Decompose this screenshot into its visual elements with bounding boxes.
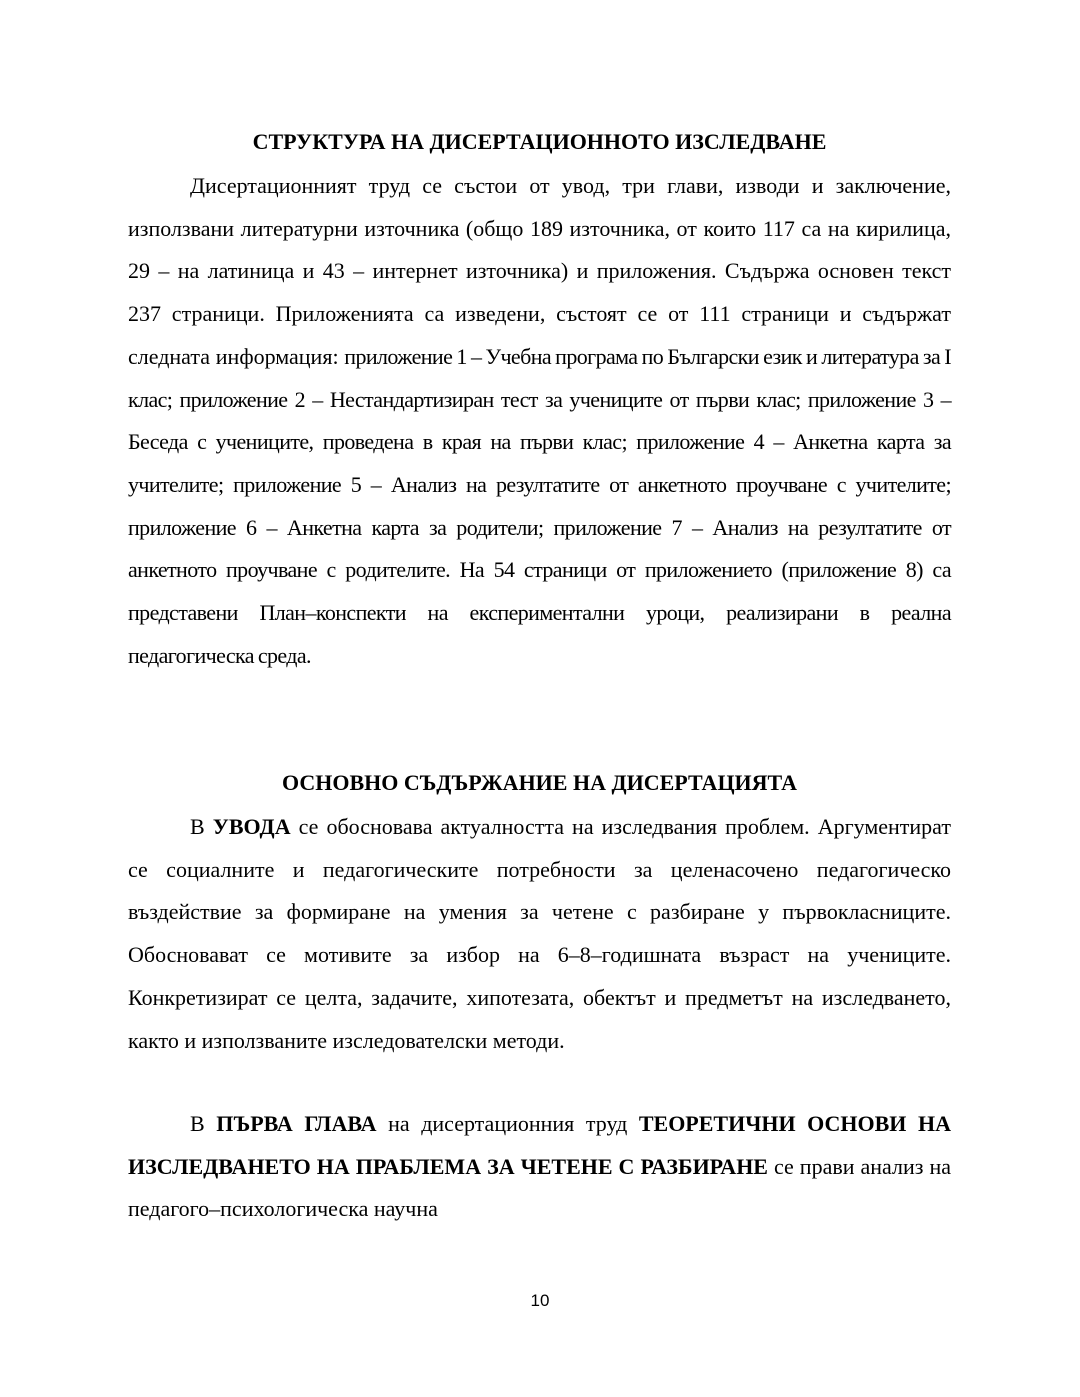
- intro-prefix: В: [190, 814, 213, 839]
- page-number: 10: [530, 1291, 550, 1310]
- structure-paragraph: [128, 165, 951, 677]
- section-heading-structure: СТРУКТУРА НА ДИСЕРТАЦИОННОТО ИЗСЛЕДВАНЕ: [252, 129, 827, 154]
- intro-text: се обосновава актуалността на изследвания проблем. Аргументират се социалните и педагогическите потребности за целенасочено педагогическо въздействие за формиране на умения за четене с разбиране у първокласниците. Обосновават се мотивите за избор на 6–8–годишната възраст на учениците. Конкретизират се целта, задачите, хипотезата, обектът и предметът на изследването, както и използваните изследователски методи.: [128, 814, 951, 1053]
- chapter-one-text: се прави анализ на педагого–психологическа научна: [128, 1153, 951, 1222]
- chapter-one-paragraph: [128, 1103, 951, 1231]
- appendices-list-text: приложение 1 – Учебна програма по Български език и литература за I клас; приложение 2 – Нестандартизиран тест за учениците от първи клас; приложение 3 – Беседа с учениците, проведена в края на първи клас; приложение 4 – Анкетна карта за учителите; приложение 5 – Анализ на резултатите от анкетното проучване с учителите; приложение 6 – Анкетна карта за родители; приложение 7 – Анализ на резултатите от анкетното проучване с родителите.: [128, 343, 951, 583]
- chapter-one-mid-text: на дисертационния труд: [376, 1111, 639, 1136]
- section-heading-content: ОСНОВНО СЪДЪРЖАНИЕ НА ДИСЕРТАЦИЯТА: [281, 770, 798, 795]
- chapter-one-bold-label: ПЪРВА ГЛАВА: [216, 1111, 377, 1136]
- introduction-paragraph: [128, 806, 951, 1062]
- appendix-8-text: На 54 страници от приложението (приложение 8) са представени План–конспекти на експериментални уроци, реализирани в реална педагогическа среда.: [128, 557, 951, 668]
- intro-bold-term: УВОДА: [212, 814, 291, 839]
- chapter-one-prefix: В: [190, 1111, 217, 1136]
- chapter-one-title: ТЕОРЕТИЧНИ ОСНОВИ НА ИЗСЛЕДВАНЕТО НА ПРАБЛЕМА ЗА ЧЕТЕНЕ С РАЗБИРАНЕ: [128, 1111, 951, 1179]
- structure-text-main: Дисертационният труд се състои от увод, три глави, изводи и заключение, използвани литературни източника (общо 189 източника, от които 117 са на кирилица, 29 – на латиница и 43 – интернет източника) и приложения. Съдържа основен текст 237 страници. Приложенията са изведени, състоят се от 111 страници и съдържат следната информация:: [128, 173, 951, 369]
